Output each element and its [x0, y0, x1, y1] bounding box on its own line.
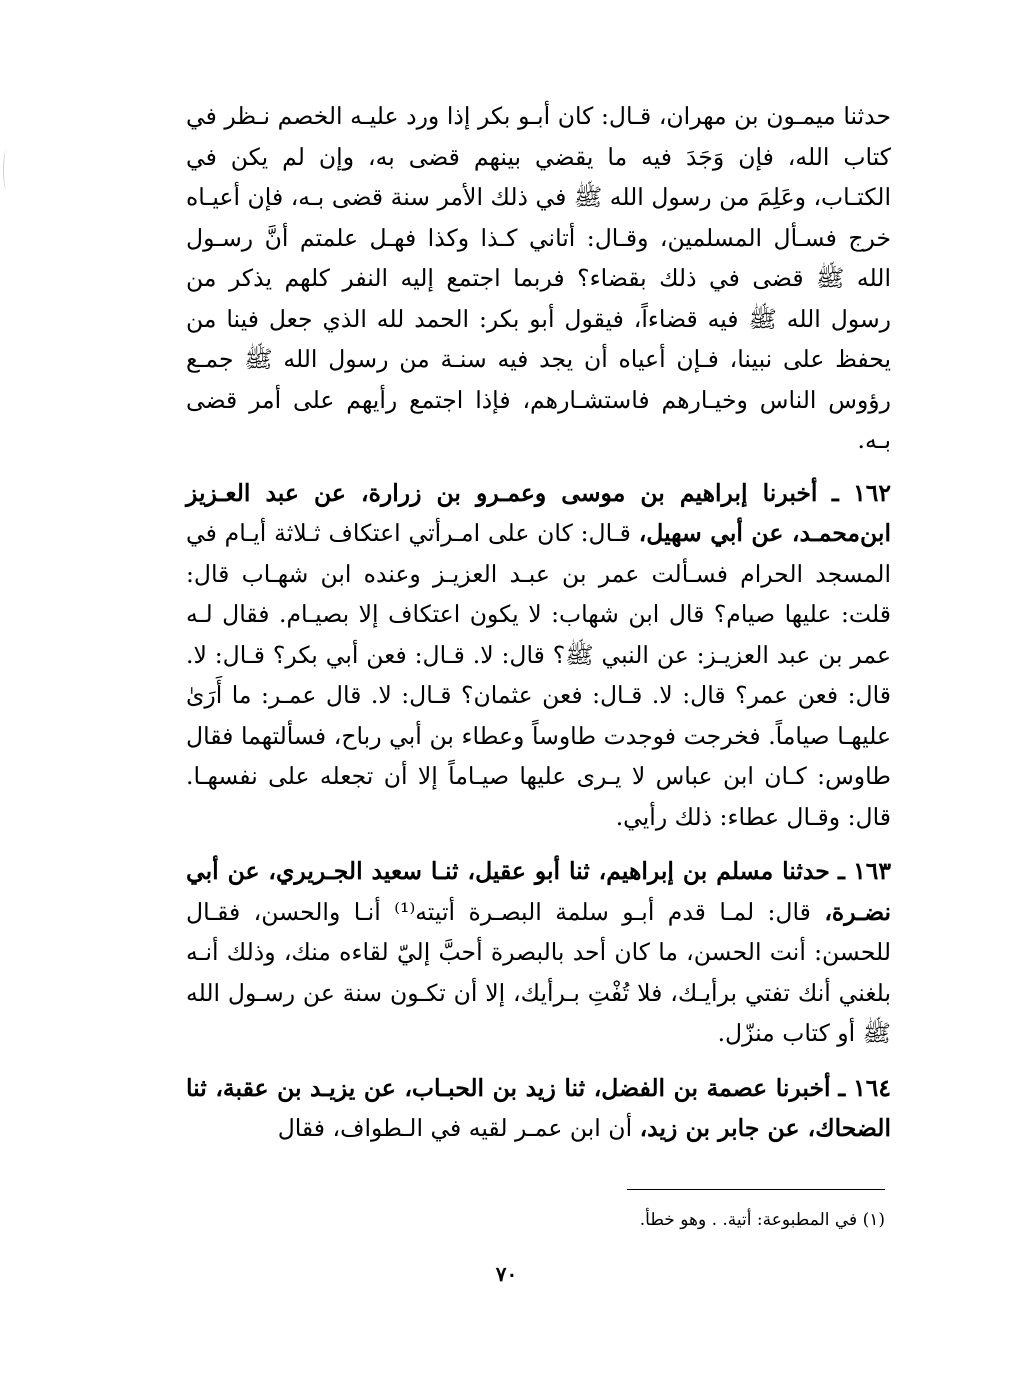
paragraph-162: [186, 473, 891, 838]
page-number: ٧٠: [495, 1262, 518, 1286]
isnad-lead: أخبرنا إبراهيم بن موسى وعمـرو بن زرارة، عن عبد العـزيز ابن‌محمـد، عن أبي سهيل،: [186, 478, 891, 547]
isnad-lead: أخبرنا عصمة بن الفضل، ثنا زيد بن الحبـاب، عن يزيـد بن عقبة، ثنا الضحاك، عن جابر بن زيد،: [186, 1073, 891, 1142]
hadith-number: ١٦٤: [853, 1073, 891, 1102]
main-text: [186, 96, 891, 1163]
dash: ـ: [838, 857, 845, 885]
isnad-lead: حدثنا مسلم بن إبراهيم، ثنا أبو عقيل، ثنـا سعيد الجـريري، عن أبي نضـرة،: [186, 857, 891, 926]
footnote: (١) في المطبوعة: أتية. . وهو خطأ.: [639, 1210, 885, 1230]
dash: ـ: [838, 1073, 846, 1102]
paragraph-164: [186, 1068, 891, 1149]
hadith-number: ١٦٢: [853, 478, 891, 507]
paragraph-text: أن ابن عمـر لقيه في الـطواف، فقال: [277, 1114, 633, 1142]
hadith-number: ١٦٣: [853, 857, 891, 885]
paragraph-163: [186, 851, 891, 1054]
dash: ـ: [831, 478, 839, 507]
paragraph-text: قـال: كان على امـرأتي اعتكاف ثـلاثة أيـام في المسجد الحرام فسـألت عمر بن عبـد العزيـز وعنده ابن شهـاب قال: قلت: عليها صيام؟ قال ابن شهاب: لا يكون اعتكاف إلا بصيـام. فقال لـه عمر بن عبد العزيـز: عن النبي ﷺ؟ قال: لا. قـال: فعن أبي بكر؟ قـال: لا. قال: فعن عمر؟ قال: لا. قـال: فعن عثمان؟ قـال: لا. قال عمـر: ما أَرَىٰ عليهـا صياماً. فخرجت فوجدت طاوساً وعطاء بن أبي رباح، فسألتهما فقال طاوس: كـان ابن عباس لا يـرى عليها صيـاماً إلا أن تجعله على نفسهـا. قال: وقـال عطاء: ذلك رأيي.: [186, 519, 891, 831]
footnote-divider: [627, 1189, 885, 1190]
paragraph-text: حدثنا ميمـون بن مهران، قـال: كان أبـو بكر إذا ورد عليـه الخصم نـظر في كتاب الله، فإن وَجَدَ فيه ما يقضي بينهم قضى به، وإن لم يكن في الكتـاب، وعَلِمَ من رسول الله ﷺ في ذلك الأمر سنة قضى بـه، فإن أعيـاه خرج فسـأل المسلمين، وقـال: أتاني كـذا وكذا فهـل علمتم أنَّ رسـول الله ﷺ قضى في ذلك بقضاء؟ فربما اجتمع إليه النفر كلهم يذكر من رسول الله ﷺ فيه قضاءاً، فيقول أبو بكر: الحمد لله الذي جعل فينا من يحفظ على نبينا، فـإن أعياه أن يجد فيه سنـة من رسول الله ﷺ جمـع رؤوس الناس وخيـارهم فاستشـارهم، فإذا اجتمع رأيهم على أمر قضى بـه.: [186, 102, 891, 454]
scan-edge-mark: [3, 150, 10, 190]
paragraph-continuation: [186, 96, 891, 461]
paragraph-text: قال: لمـا قدم أبـو سلمة البصـرة أتيته⁽¹⁾ أنـا والحسن، فقـال للحسن: أنت الحسن، ما كان أحد بالبصرة أحبَّ إليّ لقاءه منك، وذلك أنـه بلغني أنك تفتي برأيـك، فلا تُفْتِ بـرأيك، إلا أن تكـون سنة عن رسـول الله ﷺ أو كتاب منزّل.: [186, 897, 891, 1047]
